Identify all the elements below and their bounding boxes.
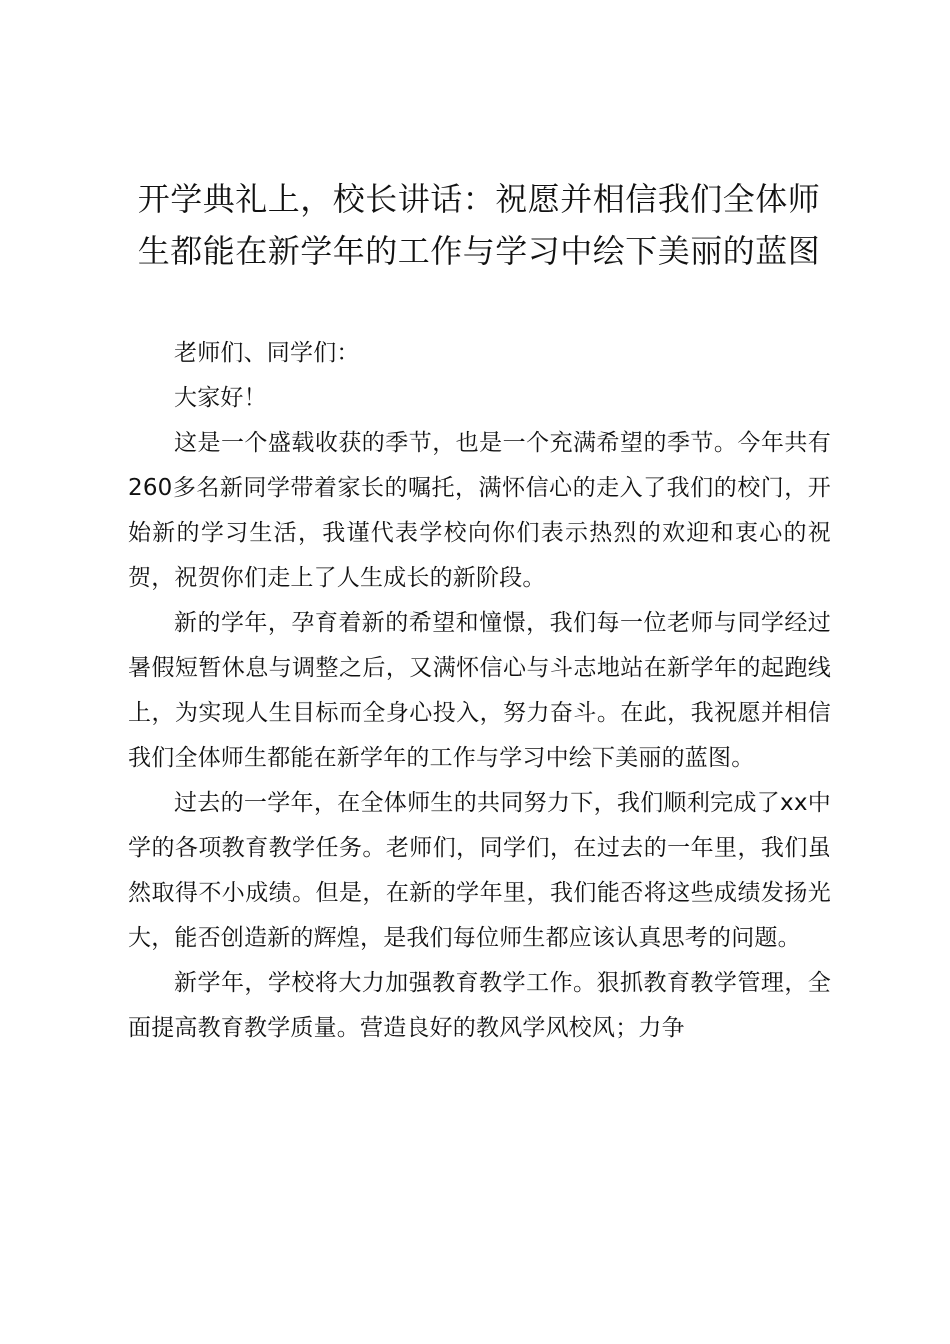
paragraph: 新的学年，孕育着新的希望和憧憬，我们每一位老师与同学经过暑假短暂休息与调整之后，又满怀信心与斗志地站在新学年的起跑线上，为实现人生目标而全身心投入，努力奋斗。在此，我祝愿并相信我们全体师生都能在新学年的工作与学习中绘下美丽的蓝图。 [128,610,831,771]
paragraph: 这是一个盛载收获的季节，也是一个充满希望的季节。今年共有260多名新同学带着家长的嘱托，满怀信心的走入了我们的校门，开始新的学习生活，我谨代表学校向你们表示热烈的欢迎和衷心的祝贺，祝贺你们走上了人生成长的新阶段。 [128,430,831,591]
salutation: 老师们、同学们： [174,340,360,366]
paragraph: 新学年，学校将大力加强教育教学工作。狠抓教育教学管理，全面提高教育教学质量。营造良好的教风学风校风；力争 [128,970,831,1041]
greeting: 大家好！ [174,385,267,411]
document-body [128,331,831,1051]
document-title: 开学典礼上，校长讲话：祝愿并相信我们全体师生都能在新学年的工作与学习中绘下美丽的蓝图 [137,180,821,270]
paragraph: 过去的一学年，在全体师生的共同努力下，我们顺利完成了xx中学的各项教育教学任务。老师们，同学们，在过去的一年里，我们虽然取得不小成绩。但是，在新的学年里，我们能否将这些成绩发扬光大，能否创造新的辉煌，是我们每位师生都应该认真思考的问题。 [128,790,831,951]
